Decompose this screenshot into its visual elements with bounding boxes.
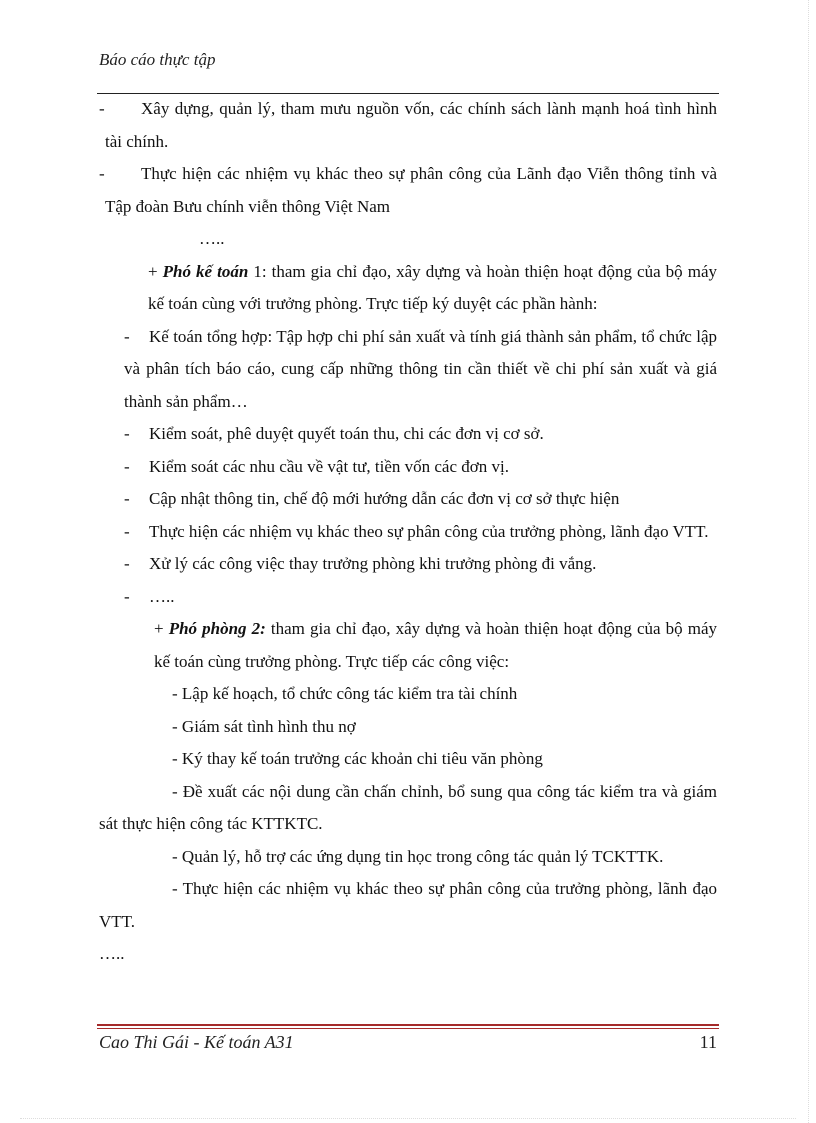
section2-role: Phó phòng 2: [168,619,266,638]
list-item: - Quản lý, hỗ trợ các ứng dụng tin học trong công tác quản lý TCKTTK. [172,846,664,866]
section1-heading: + Phó kế toán 1: tham gia chỉ đạo, xây dựng và hoàn thiện hoạt động của bộ máy kế toán cùng với trưởng phòng. Trực tiếp ký duyệt các phần hành: [148,261,717,313]
list-item: - Thực hiện các nhiệm vụ khác theo sự phân công của trưởng phòng, lãnh đạo VTT. [99,879,717,931]
ellipsis: ….. [99,944,125,963]
list-item: - Giám sát tình hình thu nợ [172,716,356,736]
list-item: - Đề xuất các nội dung cần chấn chỉnh, bổ sung qua công tác kiểm tra và giám sát thực hiện công tác KTTKTC. [99,781,717,833]
list-item: - Cập nhật thông tin, chế độ mới hướng dẫn các đơn vị cơ sở thực hiện [124,489,620,508]
list-item: - Ký thay kế toán trưởng các khoản chi tiêu văn phòng [172,749,543,768]
footer-rule [97,1024,719,1026]
list-item: - Kế toán tổng hợp: Tập hợp chi phí sản xuất và tính giá thành sản phẩm, tổ chức lập và phân tích báo cáo, cung cấp những thông tin cần thiết về chi phí sản xuất và giá thành sản phẩm… [124,326,717,411]
page-number: 11 [699,1032,717,1052]
page-bottom-edge [20,1118,796,1119]
list-item: - Lập kế hoạch, tổ chức công tác kiểm tra tài chính [172,684,518,703]
list-item: - Kiểm soát các nhu cầu về vật tư, tiền vốn các đơn vị. [124,456,509,476]
list-item: - Xây dựng, quản lý, tham mưu nguồn vốn, các chính sách lành mạnh hoá tình hình tài chính. [99,99,717,151]
list-item: - Kiểm soát, phê duyệt quyết toán thu, chi các đơn vị cơ sở. [124,424,544,443]
list-item: - Xử lý các công việc thay trưởng phòng khi trưởng phòng đi vắng. [124,554,597,573]
document-body [99,93,717,971]
section1-role: Phó kế toán [162,261,249,281]
page-right-edge [808,0,809,1123]
list-item: - Thực hiện các nhiệm vụ khác theo sự phân công của Lãnh đạo Viễn thông tỉnh và Tập đoàn Bưu chính viễn thông Việt Nam [99,164,717,216]
footer-rule-thin [97,1028,719,1029]
page-header-title: Báo cáo thực tập [99,50,216,69]
ellipsis: ….. [199,229,225,248]
section2-heading: + Phó phòng 2: tham gia chỉ đạo, xây dựng và hoàn thiện hoạt động của bộ máy kế toán cùng trưởng phòng. Trực tiếp các công việc: [154,619,717,671]
list-item: - Thực hiện các nhiệm vụ khác theo sự phân công của trưởng phòng, lãnh đạo VTT. [124,521,709,541]
footer-author: Cao Thi Gái - Kế toán A31 [99,1032,294,1052]
list-item: - ….. [124,586,175,606]
